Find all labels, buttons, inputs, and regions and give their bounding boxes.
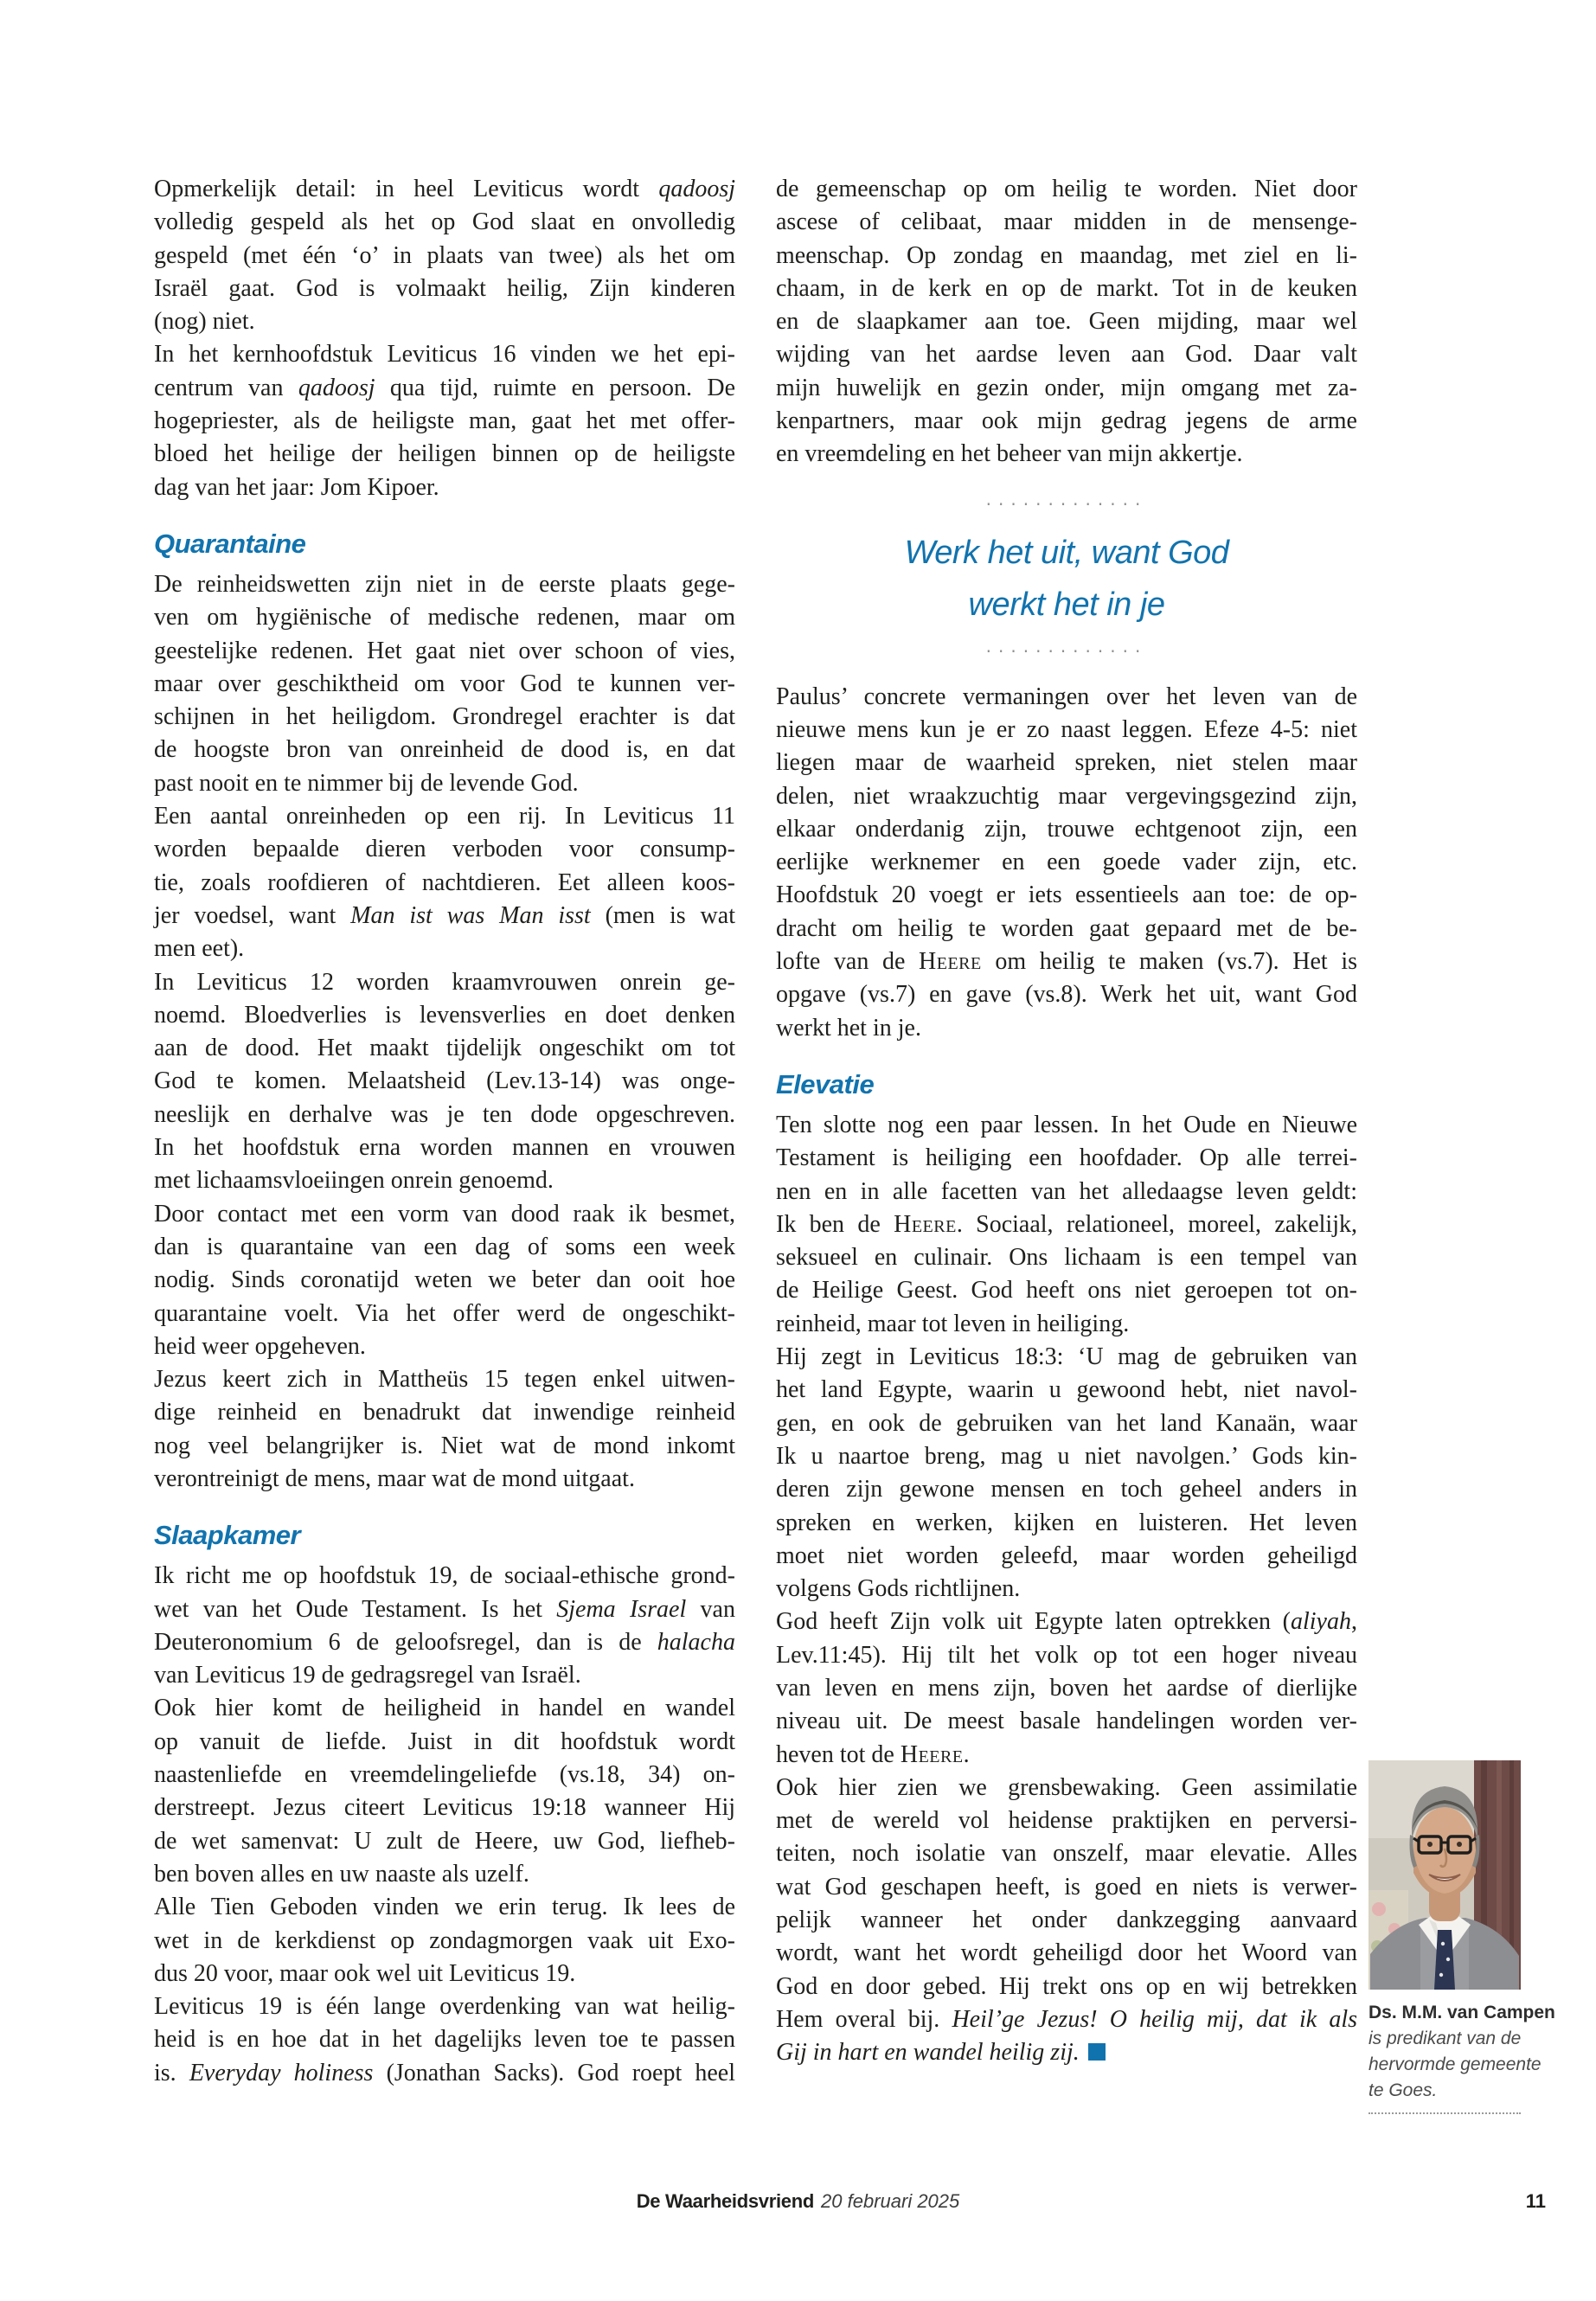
- paragraph: Hij zegt in Leviticus 18:3: ‘U mag de gebruiken van het land Egypte, waarin u gewoond hebt, niet navol- gen, en ook de gebruiken van het land Kanaän, waar Ik u naartoe breng, mag u niet navolgen.’ Gods kin- deren zijn gewone mensen en toch geheel anders in spreken en werken, kijken en luisteren. Het leven moet niet worden geleefd, maar worden geheiligd volgens Gods richtlijnen.: [776, 1343, 1357, 1603]
- section-heading: Quarantaine: [154, 528, 306, 559]
- dotted-separator: ·············: [985, 493, 1148, 515]
- paragraph: Door contact met een vorm van dood raak ik besmet, dan is quarantaine van een dag of soms een week nodig. Sinds coronatijd weten we beter dan ooit hoe quarantaine voelt. Via het offer werd de ongeschikt- heid weer opgeheven.: [154, 1200, 735, 1360]
- author-role-line: is predikant van de: [1368, 2029, 1522, 2048]
- author-photo: [1368, 1760, 1521, 1990]
- pull-quote-text: Werk het uit, want God werkt het in je: [904, 534, 1229, 623]
- pull-quote: [776, 493, 1357, 662]
- article-column-right: [776, 173, 1357, 2070]
- paragraph: God heeft Zijn volk uit Egypte laten optrekken (aliyah, Lev.11:45). Hij tilt het volk op tot een hoger niveau van leven en mens zijn, boven het aardse of dierlijke niveau uit. De meest basale handelingen worden ver- heven tot de Heere.: [776, 1608, 1357, 1768]
- page-footer: [0, 2190, 1596, 2213]
- author-role-line: hervormde gemeente: [1368, 2054, 1542, 2074]
- paragraph: Alle Tien Geboden vinden we erin terug. Ik lees de wet in de kerkdienst op zondagmorgen vaak uit Exo- dus 20 voor, maar ook wel uit Leviticus 19.: [154, 1894, 735, 1987]
- paragraph: Paulus’ concrete vermaningen over het leven van de nieuwe mens kun je er zo naast leggen. Efeze 4-5: niet liegen maar de waarheid spreken, niet stelen maar delen, niet wraakzuchtig maar vergevingsgezind zijn, elkaar onderdanig zijn, trouwe echtgenoot zijn, een eerlijke werknemer en een goede vader zijn, etc. Hoofdstuk 20 voegt er iets essentieels aan toe: de op- dracht om heilig te worden gaat gepaard met de be- lofte van de Heere om heilig te maken (vs.7). Het is opgave (vs.7) en gave (vs.8). Werk het uit, want God werkt het in je.: [776, 683, 1357, 1042]
- paragraph: In het kernhoofdstuk Leviticus 16 vinden we het epi- centrum van qadoosj qua tijd, ruimte en persoon. De hogepriester, als de heiligste man, gaat het met offer- bloed het heilige der heiligen binnen op de heiligste dag van het jaar: Jom Kipoer.: [154, 341, 735, 501]
- paragraph: Opmerkelijk detail: in heel Leviticus wordt qadoosj volledig gespeld als het op God slaat en onvolledig gespeld (met één ‘o’ in plaats van twee) als het om Israël gaat. God is volmaakt heilig, Zijn kinderen (nog) niet.: [154, 176, 735, 336]
- dotted-separator: ·············: [985, 640, 1148, 662]
- page-number: 11: [1525, 2190, 1546, 2212]
- section-heading: Slaapkamer: [154, 1520, 301, 1551]
- magazine-title: De Waarheidsvriend: [636, 2190, 815, 2212]
- paragraph: Ten slotte nog een paar lessen. In het Oude en Nieuwe Testament is heiliging een hoofdader. Op alle terrei- nen en in alle facetten van het alledaagse leven geldt: Ik ben de Heere. Sociaal, relationeel, moreel, zakelijk, seksueel en culinair. Ons lichaam is een tempel van de Heilige Geest. God heeft ons niet geroepen tot on- reinheid, maar tot leven in heiliging.: [776, 1111, 1357, 1337]
- paragraph: Ook hier zien we grensbewaking. Geen assimilatie met de wereld vol heidense praktijken en perversi- teiten, noch isolatie van onszelf, maar elevatie. Alles wat God geschapen heeft, is goed en niets is verwer- pelijk wanneer het onder dankzegging aanvaard wordt, want het wordt geheiligd door het Woord van God en door gebed. Hij trekt ons op en wij betrekken Hem overal bij. Heil’ge Jezus! O heilig mij, dat ik als Gij in hart en wandel heilig zij.: [776, 1773, 1357, 2067]
- author-caption: [1368, 2000, 1555, 2104]
- author-role-line: te Goes.: [1368, 2080, 1438, 2100]
- paragraph: Leviticus 19 is één lange overdenking van wat heilig- heid is en hoe dat in het dagelijks leven toe te passen is. Everyday holiness (Jonathan Sacks). God roept heel: [154, 1993, 735, 2086]
- author-portrait-illustration: [1368, 1760, 1521, 1990]
- paragraph: De reinheidswetten zijn niet in de eerste plaats gege- ven om hygiënische of medische redenen, maar om geestelijke redenen. Het gaat niet over schoon of vies, maar over geschiktheid om voor God te kunnen ver- schijnen in het heiligdom. Grondregel erachter is dat de hoogste bron van onreinheid de dood is, en dat past nooit en te nimmer bij de levende God.: [154, 570, 735, 797]
- paragraph: In Leviticus 12 worden kraamvrouwen onrein ge- noemd. Bloedverlies is levensverlies en doet denken aan de dood. Het maakt tijdelijk ongeschikt om tot God te komen. Melaatsheid (Lev.13-14) was onge- neeslijk en derhalve was je ten dode opgeschreven. In het hoofdstuk erna worden mannen en vrouwen met lichaamsvloeiingen onrein genoemd.: [154, 968, 735, 1195]
- issue-date: 20 februari 2025: [821, 2190, 960, 2212]
- paragraph: Ook hier komt de heiligheid in handel en wandel op vanuit de liefde. Juist in dit hoofdstuk wordt naastenliefde en vreemdelingeliefde (vs.18, 34) on- derstreept. Jezus citeert Leviticus 19:18 wanneer Hij de wet samenvat: U zult de Heere, uw God, liefheb- ben boven alles en uw naaste als uzelf.: [154, 1695, 735, 1888]
- end-of-article-marker: [1088, 2043, 1106, 2061]
- author-name: Ds. M.M. van Campen: [1368, 2003, 1555, 2022]
- paragraph: Een aantal onreinheden op een rij. In Leviticus 11 worden bepaalde dieren verboden voor consump- tie, zoals roofdieren of nachtdieren. Eet alleen koos- jer voedsel, want Man ist was Man isst (men is wat men eet).: [154, 803, 735, 963]
- article-column-left: [154, 173, 735, 2090]
- section-heading: Elevatie: [776, 1068, 875, 1099]
- paragraph: de gemeenschap op om heilig te worden. Niet door ascese of celibaat, maar midden in de mensenge- meenschap. Op zondag en maandag, met ziel en li- chaam, in de kerk en op de markt. Tot in de keuken en de slaapkamer aan toe. Geen mijding, maar wel wijding van het aardse leven aan God. Daar valt mijn huwelijk en gezin onder, mijn omgang met za- kenpartners, maar ook mijn gedrag jegens de arme en vreemdeling en het beheer van mijn akkertje.: [776, 176, 1357, 468]
- paragraph: Jezus keert zich in Mattheüs 15 tegen enkel uitwen- dige reinheid en benadrukt dat inwendige reinheid nog veel belangrijker is. Niet wat de mond inkomt verontreinigt de mens, maar wat de mond uitgaat.: [154, 1366, 735, 1492]
- paragraph: Ik richt me op hoofdstuk 19, de sociaal-ethische grond- wet van het Oude Testament. Is het Sjema Israel van Deuteronomium 6 de geloofsregel, dan is de halacha van Leviticus 19 de gedragsregel van Israël.: [154, 1562, 735, 1689]
- caption-dotted-rule: [1368, 2112, 1521, 2114]
